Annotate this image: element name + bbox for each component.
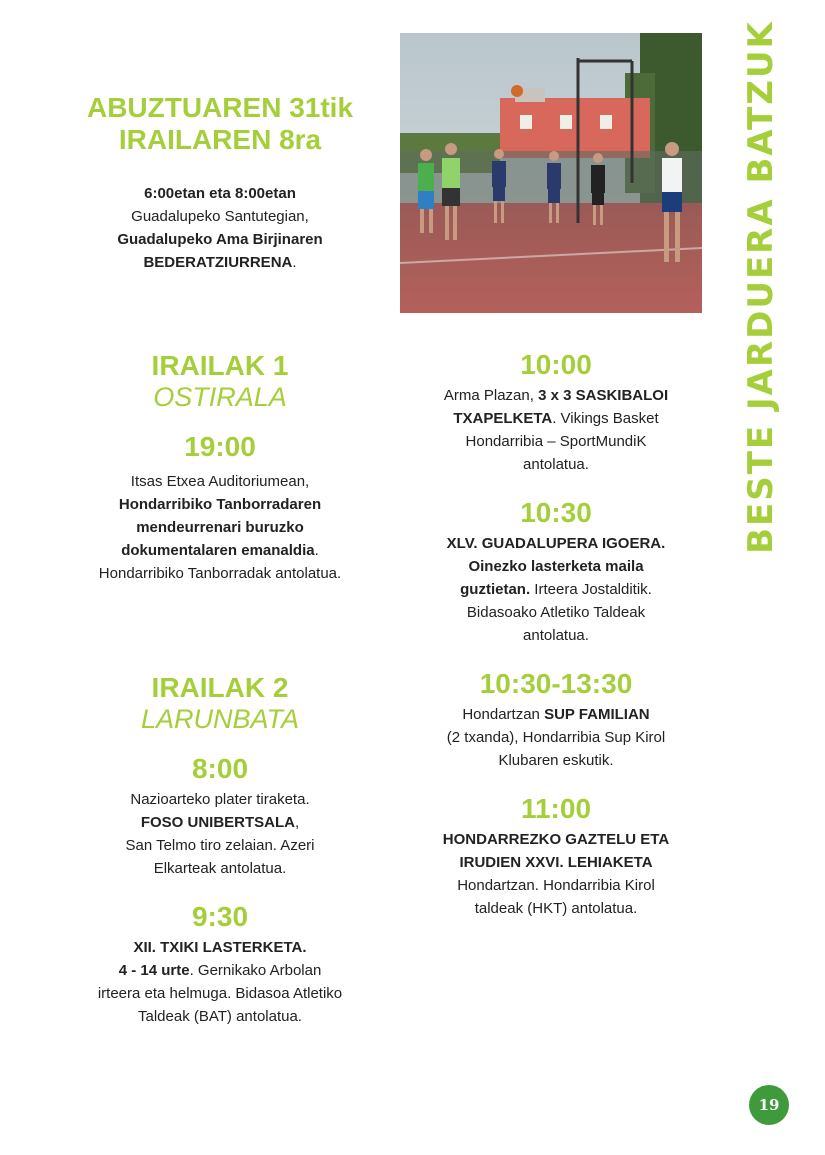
intro-event-line2: BEDERATZIURRENA [143, 254, 293, 271]
right-ev1-time: 10:00 [520, 349, 592, 380]
basketball-photo [400, 33, 702, 313]
day2-weekday: LARUNBATA [140, 704, 300, 734]
intro-title: ABUZTUAREN 31tik IRAILAREN 8ra [86, 92, 354, 155]
day1-weekday: OSTIRALA [153, 382, 287, 412]
day2-title: IRAILAK 2 [151, 672, 289, 703]
right-ev1-text: Arma Plazan, 3 x 3 SASKIBALOI TXAPELKETA. Vikings Basket Hondarribia – SportMundiK antolatua. [443, 387, 669, 473]
day1-title: IRAILAK 1 [151, 350, 289, 381]
intro-place: Guadalupeko Santutegian, [131, 208, 309, 225]
page-number: 19 [758, 1096, 780, 1114]
right-ev3-text: Hondartzan SUP FAMILIAN (2 txanda), Hondarribia Sup Kirol Klubaren eskutik. [446, 706, 666, 769]
page-number-badge [749, 1085, 789, 1125]
right-ev4-time: 11:00 [520, 793, 592, 824]
intro-text: 6:00etan eta 8:00etan Guadalupeko Santutegian, Guadalupeko Ama Birjinaren BEDERATZIURRENA. [60, 182, 380, 274]
right-ev2-text: XLV. GUADALUPERA IGOERA. Oinezko lasterketa maila guztietan. Irteera Jostalditik. Bidasoako Atletiko Taldeak antolatua. [446, 535, 666, 644]
right-ev2-time: 10:30 [520, 497, 592, 528]
day1-time: 19:00 [184, 431, 256, 462]
intro-event-line1: Guadalupeko Ama Birjinaren [117, 231, 323, 248]
day1-section [60, 350, 380, 585]
day1-text: Itsas Etxea Auditoriumean, Hondarribiko Tanborradaren mendeurrenari buruzko dokumentalaren emanaldia. Hondarribiko Tanborradak antolatua. [98, 473, 342, 582]
day2-ev1-text: Nazioarteko plater tiraketa. FOSO UNIBERTSALA, San Telmo tiro zelaian. Azeri Elkarteak antolatua. [125, 791, 315, 877]
right-events [400, 348, 712, 920]
right-ev3-time: 10:30-13:30 [479, 668, 633, 699]
day2-ev2-time: 9:30 [191, 901, 249, 932]
intro-section [60, 92, 380, 274]
day2-section [60, 672, 380, 1028]
day2-ev2-text: XII. TXIKI LASTERKETA. 4 - 14 urte. Gernikako Arbolan irteera eta helmuga. Bidasoa Atletiko Taldeak (BAT) antolatua. [97, 939, 343, 1025]
day2-ev1-time: 8:00 [191, 753, 249, 784]
intro-time: 6:00etan eta 8:00etan [144, 185, 296, 202]
right-ev4-text: HONDARREZKO GAZTELU ETA IRUDIEN XXVI. LEHIAKETA Hondartzan. Hondarribia Kirol taldeak (HKT) antolatua. [442, 831, 670, 917]
side-title: BESTE JARDUERA BATZUK [741, 20, 781, 554]
